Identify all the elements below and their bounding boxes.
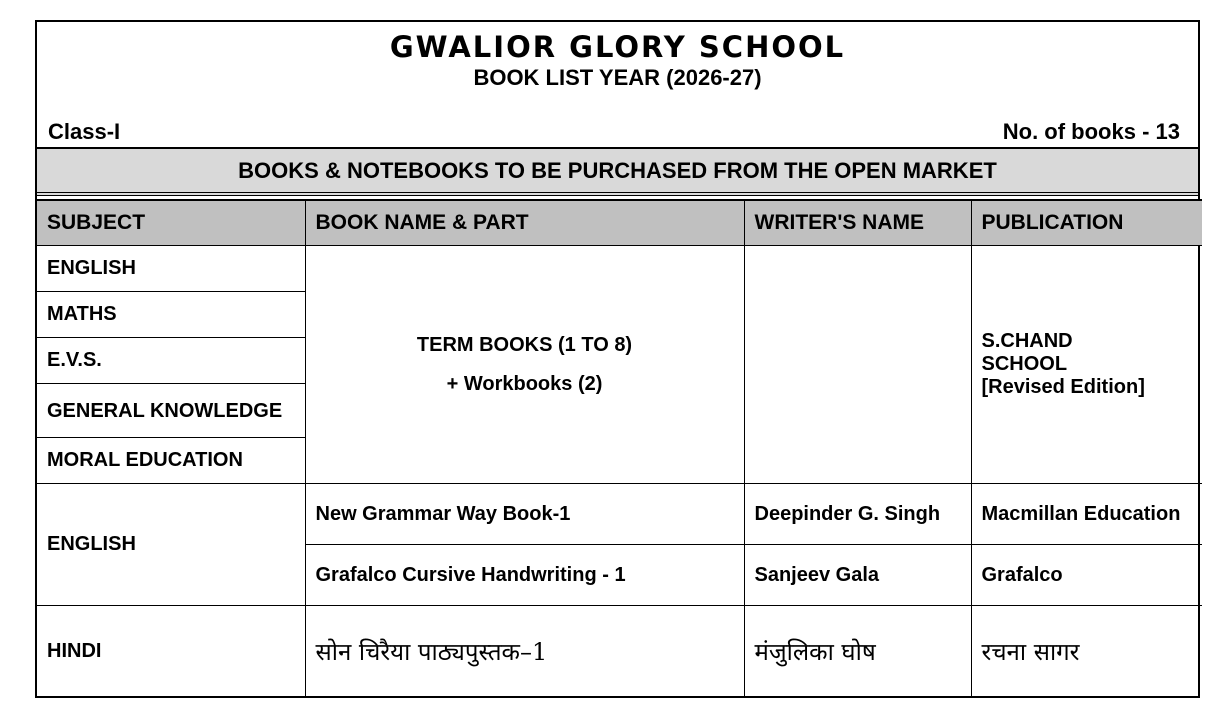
writer-cell: Sanjeev Gala	[744, 545, 971, 606]
header-publication: PUBLICATION	[971, 200, 1202, 246]
table-row	[37, 246, 1202, 292]
book-cell: New Grammar Way Book-1	[305, 484, 744, 545]
publication-line: SCHOOL	[981, 353, 1068, 375]
table-row	[37, 484, 1202, 545]
book-table	[37, 199, 1202, 697]
subject-cell: GENERAL KNOWLEDGE	[37, 384, 305, 438]
purchase-banner: BOOKS & NOTEBOOKS TO BE PURCHASED FROM THE OPEN MARKET	[37, 147, 1198, 196]
publication-cell: Macmillan Education	[971, 484, 1202, 545]
subject-cell: MORAL EDUCATION	[37, 438, 305, 484]
table-row	[37, 606, 1202, 697]
subject-cell: E.V.S.	[37, 338, 305, 384]
class-label: Class-I	[48, 119, 121, 144]
term-books-cell	[305, 246, 744, 484]
book-cell: Grafalco Cursive Handwriting - 1	[305, 545, 744, 606]
writer-cell: मंजुलिका घोष	[744, 606, 971, 697]
school-name: GWALIOR GLORY SCHOOL	[389, 30, 846, 64]
subject-cell: HINDI	[37, 606, 305, 697]
term-writer-cell	[744, 246, 971, 484]
workbooks-label: + Workbooks (2)	[446, 372, 603, 395]
header-subject: SUBJECT	[37, 200, 305, 246]
subject-cell: MATHS	[37, 292, 305, 338]
header-writer: WRITER'S NAME	[744, 200, 971, 246]
publication-line: [Revised Edition]	[981, 376, 1145, 398]
term-books-label: TERM BOOKS (1 TO 8)	[416, 333, 633, 356]
book-list-year: BOOK LIST YEAR (2026-27)	[473, 65, 762, 90]
subject-cell: ENGLISH	[37, 484, 305, 606]
table-header-row	[37, 200, 1202, 246]
publication-line: S.CHAND	[981, 330, 1073, 352]
term-publication-cell	[971, 246, 1202, 484]
book-cell: सोन चिरैया पाठ्यपुस्तक–1	[305, 606, 744, 697]
book-list-document	[35, 20, 1200, 698]
book-count: No. of books - 13	[1002, 119, 1180, 144]
header-book-name: BOOK NAME & PART	[305, 200, 744, 246]
writer-cell: Deepinder G. Singh	[744, 484, 971, 545]
publication-cell: रचना सागर	[971, 606, 1202, 697]
subject-cell: ENGLISH	[37, 246, 305, 292]
publication-cell: Grafalco	[971, 545, 1202, 606]
